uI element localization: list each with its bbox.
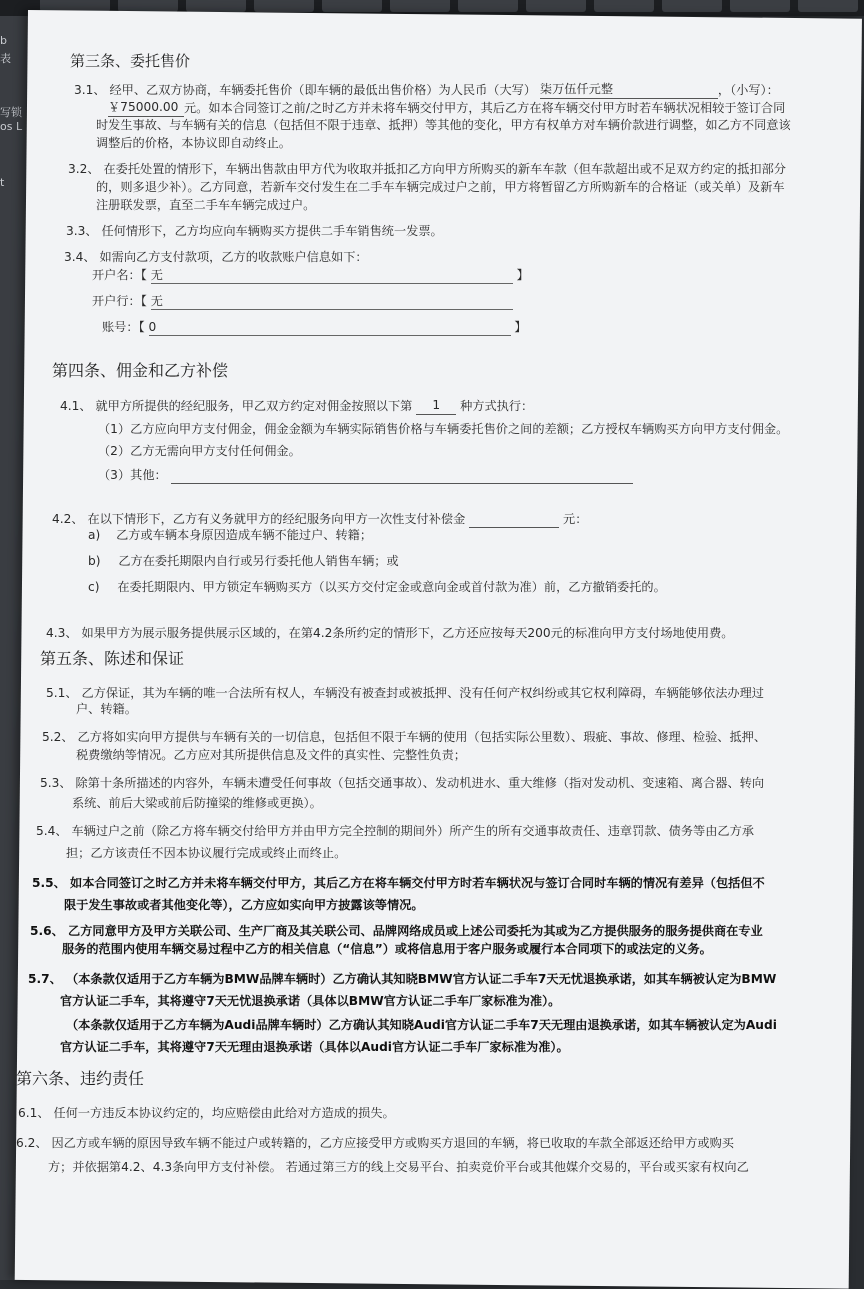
clause-3-4: 3.4、 如需向乙方支付款项，乙方的收款账户信息如下： — [64, 250, 368, 264]
article-3-title: 第三条、委托售价 — [70, 52, 191, 70]
clause-4-3: 4.3、 如果甲方为展示服务提供展示区域的，在第4.2条所约定的情形下，乙方还应按每天200元的标准向甲方支付场地使用费。 — [46, 626, 734, 640]
clause-6-2: 6.2、 因乙方或车辆的原因导致车辆不能过户或转籍的，乙方应接受甲方或购买方退回的车辆，将已收取的车款全部返还给甲方或购买 — [16, 1136, 734, 1150]
clause-6-2-line2: 方；并依据第4.2、4.3条向甲方支付补偿。 若通过第三方的线上交易平台、拍卖竞价平台或其他媒介交易的，平台或买家有权向乙 — [48, 1160, 749, 1174]
clause-text: 4.1、 就甲方所提供的经纪服务，甲乙双方约定对佣金按照以下第 — [60, 399, 413, 413]
clause-5-3-line2: 系统、前后大梁或前后防撞梁的维修或更换）。 — [72, 796, 322, 810]
clause-5-6: 5.6、 乙方同意甲方及甲方关联公司、生产厂商及其关联公司、品牌网络成员或上述公司委托为其或为乙方提供服务的服务提供商在专业 — [30, 924, 763, 938]
account-number-value: 0 — [148, 320, 157, 334]
clause-5-4: 5.4、 车辆过户之前（除乙方将车辆交付给甲方并由甲方完全控制的期间外）所产生的所有交通事故责任、违章罚款、债务等由乙方承 — [36, 824, 754, 838]
account-name-field — [151, 266, 513, 284]
item-text: 在委托期限内、甲方锁定车辆购买方（以买方交付定金或意向金或首付款为准）前，乙方撤销委托的。 — [117, 580, 666, 594]
account-name-label: 开户名：【 — [92, 268, 147, 282]
clause-5-7-line4: 官方认证二手车，其将遵守7天无理由退换承诺（具体以Audi官方认证二手车厂家标准为准）。 — [60, 1040, 569, 1054]
option-3 — [98, 466, 633, 484]
bracket-close: 】 — [516, 268, 529, 282]
screen-text: 写锁 — [0, 106, 22, 119]
item-text: 乙方或车辆本身原因造成车辆不能过户、转籍； — [116, 528, 373, 542]
item-marker: c) — [88, 580, 100, 594]
clause-5-2: 5.2、 乙方将如实向甲方提供与车辆有关的一切信息，包括但不限于车辆的使用（包括实际公里数）、瑕疵、事故、修理、检验、抵押、 — [42, 730, 767, 744]
screen-text: b — [0, 34, 7, 47]
screen-text: os L — [0, 120, 23, 133]
clause-5-4-line2: 担；乙方该责任不因本协议履行完成或终止而终止。 — [66, 846, 347, 860]
account-number-label: 账号：【 — [102, 320, 145, 334]
clause-text: ，（小写）： — [717, 83, 779, 97]
clause-text: （3）其他： — [98, 468, 167, 482]
clause-text: 3.1、 经甲、乙双方协商，车辆委托售价（即车辆的最低出售价格）为人民币（大写） — [74, 83, 537, 97]
amount-number-value: ￥75000.00 — [108, 100, 179, 114]
clause-5-5: 5.5、 如本合同签订之时乙方并未将车辆交付甲方，其后乙方在将车辆交付甲方时若车辆状况与签订合同时车辆的情况有差异（包括但不 — [32, 876, 765, 890]
account-bank-value: 无 — [150, 294, 163, 308]
clause-text: 元： — [563, 512, 588, 526]
clause-5-6-line2: 服务的范围内使用车辆交易过程中乙方的相关信息（“信息”）或将信息用于客户服务或履行本合同项下的或法定的义务。 — [62, 942, 712, 956]
article-4-title: 第四条、佣金和乙方补偿 — [52, 361, 229, 380]
account-number-field — [149, 318, 511, 336]
clause-5-5-line2: 限于发生事故或者其他变化等），乙方应如实向甲方披露该等情况。 — [64, 898, 424, 912]
clause-text: 种方式执行： — [460, 399, 534, 413]
clause-3-1-line4: 调整后的价格，本协议即自动终止。 — [96, 136, 291, 150]
clause-3-3: 3.3、 任何情形下，乙方均应向车辆购买方提供二手车销售统一发票。 — [66, 224, 443, 238]
screen-text: t — [0, 176, 5, 189]
compensation-amount-field — [469, 511, 559, 528]
clause-5-1-line2: 户、转籍。 — [76, 702, 137, 716]
item-b — [88, 552, 399, 570]
clause-3-1 — [74, 80, 779, 99]
amount-number-field — [108, 98, 184, 117]
item-marker: b) — [88, 554, 101, 568]
clause-6-1: 6.1、 任何一方违反本协议约定的，均应赔偿由此给对方造成的损失。 — [18, 1106, 395, 1120]
clause-5-1: 5.1、 乙方保证，其为车辆的唯一合法所有权人，车辆没有被查封或被抵押、没有任何产权纠纷或其它权利障碍，车辆能够依法办理过 — [46, 686, 764, 700]
bracket-close: 】 — [514, 320, 527, 334]
account-bank-row — [92, 292, 513, 310]
clause-5-7-line3: （本条款仅适用于乙方车辆为Audi品牌车辆时）乙方确认其知晓Audi官方认证二手车7天无理由退换承诺，如其车辆被认定为Audi — [66, 1018, 777, 1032]
clause-3-2-line3: 注册联发票，直至二手车车辆完成过户。 — [96, 198, 316, 212]
item-marker: a) — [88, 528, 101, 542]
item-c — [88, 578, 666, 596]
option-2: （2）乙方无需向甲方支付任何佣金。 — [98, 444, 301, 458]
account-bank-field — [151, 292, 513, 310]
account-name-row — [92, 266, 529, 284]
clause-3-2: 3.2、 在委托处置的情形下，车辆出售款由甲方代为收取并抵扣乙方向甲方所购买的新车车款（但车款超出或不足双方约定的抵扣部分 — [68, 162, 786, 176]
article-6-title: 第六条、违约责任 — [16, 1069, 145, 1088]
account-number-row — [102, 318, 527, 336]
clause-5-7-line2: 官方认证二手车，其将遵守7天无忧退换承诺（具体以BMW官方认证二手车厂家标准为准）。 — [60, 994, 561, 1008]
amount-words-value: 柒万伍仟元整 — [539, 82, 614, 96]
article-5-title: 第五条、陈述和保证 — [40, 649, 185, 668]
amount-words-field — [540, 80, 718, 99]
option-1: （1）乙方应向甲方支付佣金，佣金金额为车辆实际销售价格与车辆委托售价之间的差额；乙方授权车辆购买方向甲方支付佣金。 — [98, 422, 789, 436]
clause-5-2-line2: 税费缴纳等情况。乙方应对其所提供信息及文件的真实性、完整性负责； — [76, 748, 466, 762]
clause-5-7: 5.7、 （本条款仅适用于乙方车辆为BMW品牌车辆时）乙方确认其知晓BMW官方认证二手车7天无忧退换承诺，如其车辆被认定为BMW — [28, 972, 777, 986]
clause-3-1-line2 — [108, 98, 785, 117]
clause-3-2-line2: 的，则多退少补）。乙方同意，若新车交付发生在二手车车辆完成过户之前，甲方将暂留乙方所购新车的合格证（或关单）及新车 — [96, 180, 785, 194]
clause-text: 元。如本合同签订之前/之时乙方并未将车辆交付甲方，其后乙方在将车辆交付甲方时若车辆状况相较于签订合同 — [184, 101, 786, 115]
commission-option-value: 1 — [432, 398, 441, 412]
screen-text: 表 — [0, 52, 11, 65]
item-a — [88, 526, 372, 544]
clause-5-3: 5.3、 除第十条所描述的内容外，车辆未遭受任何事故（包括交通事故）、发动机进水、重大维修（指对发动机、变速箱、离合器、转向 — [40, 776, 765, 790]
account-bank-label: 开户行：【 — [92, 294, 147, 308]
commission-option-field — [416, 396, 456, 415]
clause-text: 4.2、 在以下情形下，乙方有义务就甲方的经纪服务向甲方一次性支付补偿金 — [52, 512, 466, 526]
account-name-value: 无 — [150, 268, 163, 282]
clause-3-1-line3: 时发生事故、与车辆有关的信息（包括但不限于违章、抵押）等其他的变化，甲方有权单方对车辆价款进行调整，如乙方不同意该 — [96, 118, 791, 132]
clause-4-1 — [60, 396, 533, 415]
item-text: 乙方在委托期限内自行或另行委托他人销售车辆；或 — [118, 554, 399, 568]
other-option-field — [171, 467, 633, 484]
